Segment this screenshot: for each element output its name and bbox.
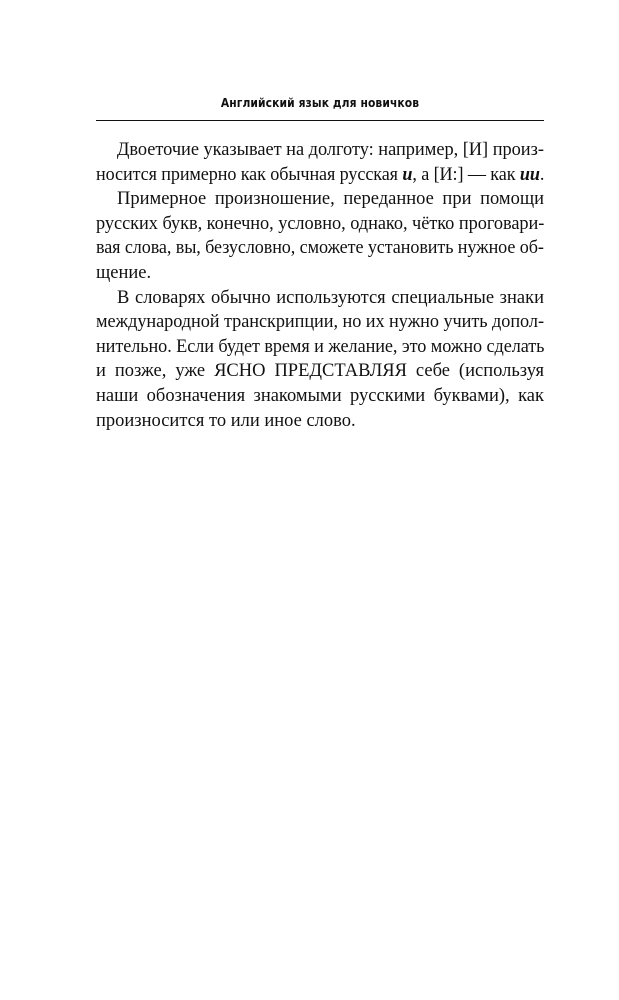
text-line: произносится то или иное слово. — [96, 410, 356, 431]
text-line — [96, 163, 545, 188]
text-line: вая слова, вы, безусловно, сможете установить нужное об- — [96, 238, 544, 259]
paragraph-3 — [96, 286, 544, 434]
text-line: русских букв, конечно, условно, однако, чётко проговари- — [96, 213, 545, 234]
text-run: носится примерно как обычная русская — [96, 164, 403, 185]
running-head-title: Английский язык для новичков — [220, 95, 420, 110]
text-line: В словарях обычно используются специальные знаки — [117, 287, 544, 308]
text-line: Примерное произношение, переданное при помощи — [117, 189, 544, 210]
header-rule — [96, 120, 544, 121]
paragraph-2 — [96, 187, 544, 285]
text-line: нительно. Если будет время и желание, это можно сделать — [96, 336, 545, 357]
emphasis-letters: ии — [519, 164, 540, 185]
text-run: . — [539, 164, 545, 185]
text-line: и позже, уже ЯСНО ПРЕДСТАВЛЯЯ себе (используя — [96, 361, 544, 382]
body-text — [96, 138, 544, 433]
text-line: Двоеточие указывает на долготу: например, [И] произ- — [116, 140, 544, 160]
text-line: наши обозначения знакомыми русскими буквами), как — [96, 385, 544, 406]
text-line: щение. — [96, 262, 152, 283]
text-line: международной транскрипции, но их нужно учить допол- — [96, 312, 544, 333]
text-run: , а [И:] — как — [412, 164, 520, 185]
emphasis-letter: и — [402, 164, 413, 185]
paragraph-1 — [96, 138, 544, 187]
